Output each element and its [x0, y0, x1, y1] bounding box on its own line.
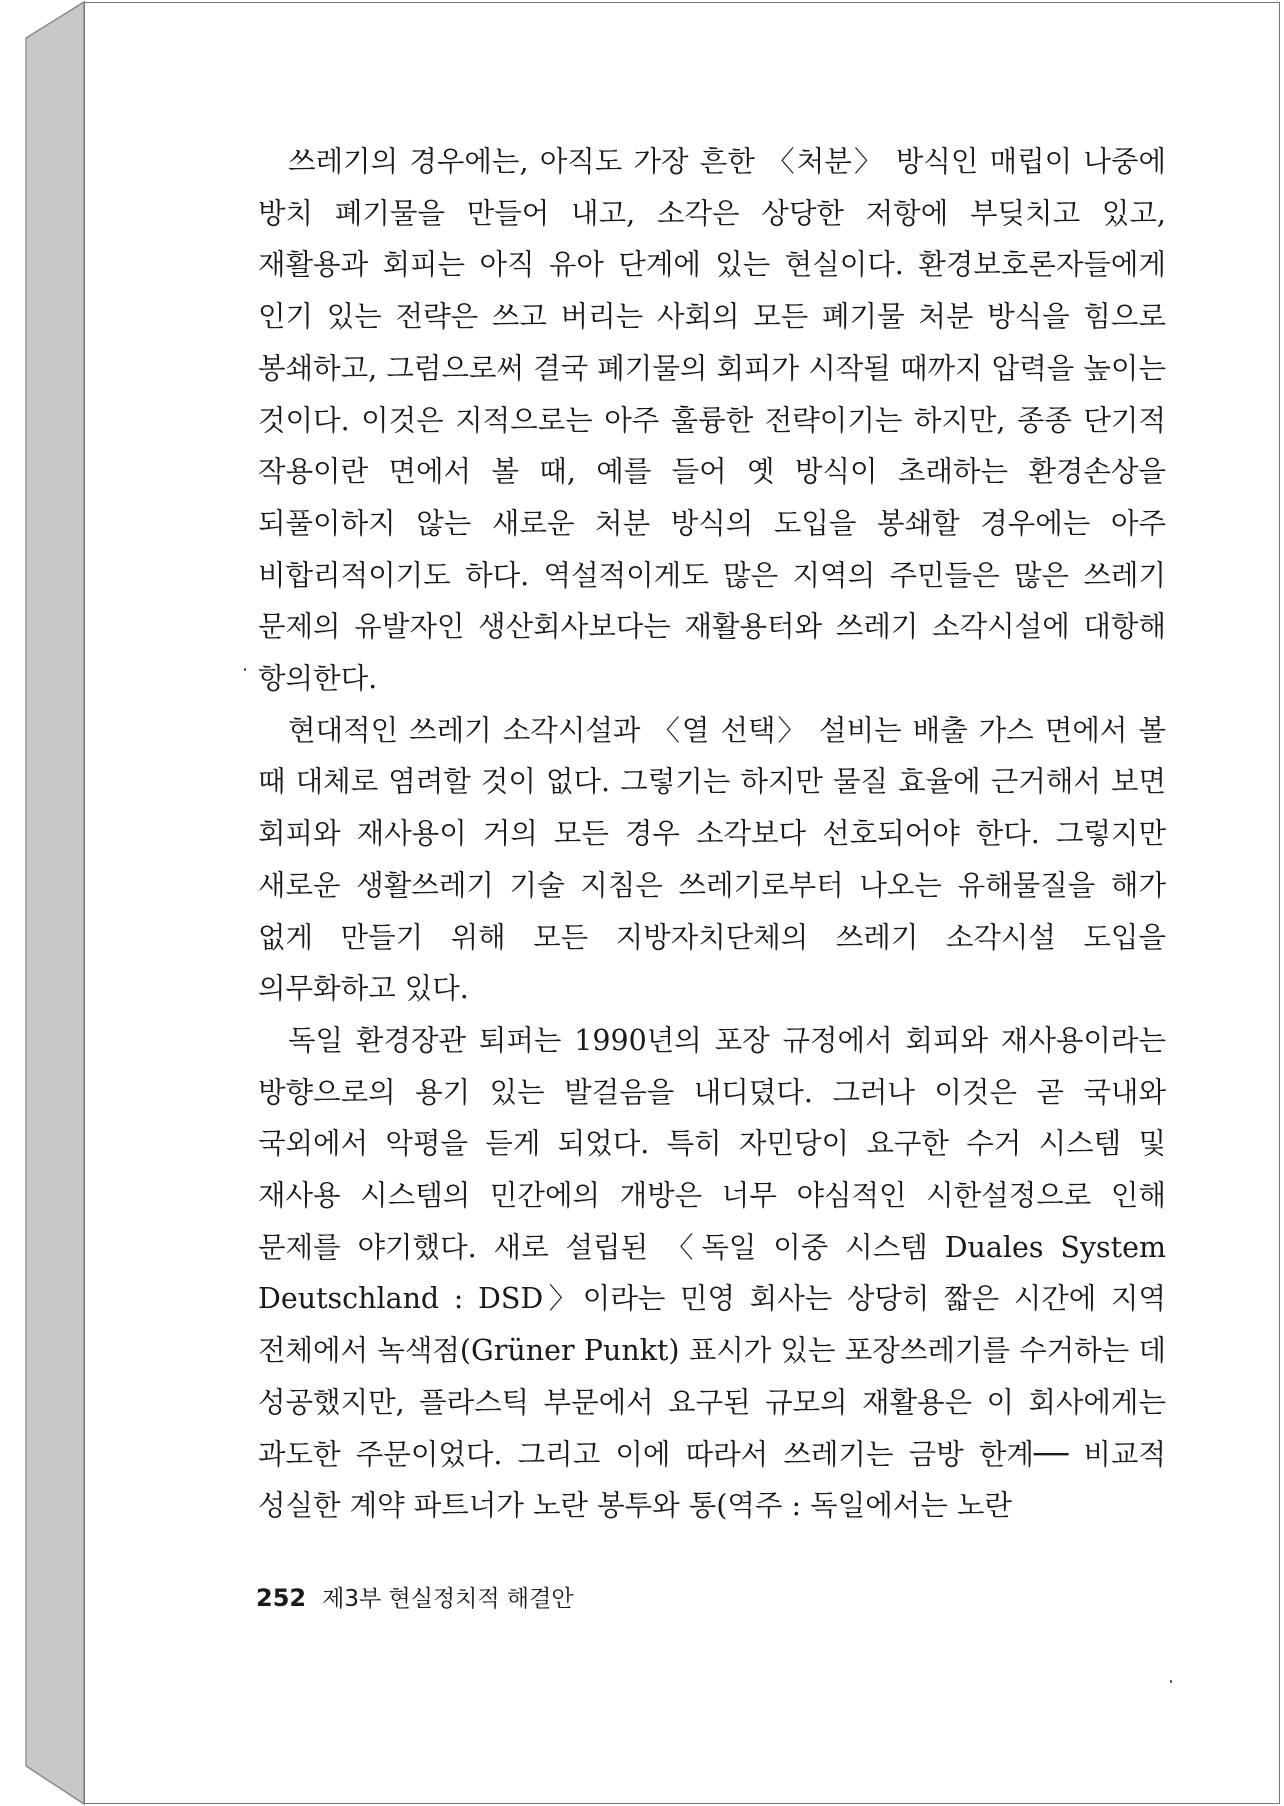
scan-speck: [244, 668, 246, 671]
body-text: [258, 136, 1166, 1532]
scan-speck: [1170, 1680, 1172, 1683]
paragraph-packaging-regulation: 독일 환경장관 퇴퍼는 1990년의 포장 규정에서 회피와 재사용이라는 방향으로의 용기 있는 발걸음을 내디뎠다. 그러나 이것은 곧 국내와 국외에서 악평을 듣게 되었다. 특히 자민당이 요구한 수거 시스템 및 재사용 시스템의 민간에의 개방은 너무 야심적인 시한설정으로 인해 문제를 야기했다. 새로 설립된 〈독일 이중 시스템 Duales System Deutschland : DSD〉이라는 민영 회사는 상당히 짧은 시간에 지역 전체에서 녹색점(Grüner Punkt) 표시가 있는 포장쓰레기를 수거하는 데 성공했지만, 플라스틱 부문에서 요구된 규모의 재활용은 이 회사에게는 과도한 주문이었다. 그리고 이에 따라서 쓰레기는 금방 한계── 비교적 성실한 계약 파트너가 노란 봉투와 통(역주 : 독일에서는 노란: [258, 1023, 1166, 1523]
page-number: 252: [256, 1584, 307, 1612]
paragraph-waste-disposal: 쓰레기의 경우에는, 아직도 가장 흔한 〈처분〉 방식인 매립이 나중에 방치 폐기물을 만들어 내고, 소각은 상당한 저항에 부딪치고 있고, 재활용과 회피는 아직 유아 단계에 있는 현실이다. 환경보호론자들에게 인기 있는 전략은 쓰고 버리는 사회의 모든 폐기물 처분 방식을 힘으로 봉쇄하고, 그럼으로써 결국 폐기물의 회피가 시작될 때까지 압력을 높이는 것이다. 이것은 지적으로는 아주 훌륭한 전략이기는 하지만, 종종 단기적 작용이란 면에서 볼 때, 예를 들어 옛 방식이 초래하는 환경손상을 되풀이하지 않는 새로운 처분 방식의 도입을 봉쇄할 경우에는 아주 비합리적이기도 하다. 역설적이게도 많은 지역의 주민들은 많은 쓰레기 문제의 유발자인 생산회사보다는 재활용터와 쓰레기 소각시설에 대항해 항의한다.: [258, 145, 1166, 696]
paragraph-incineration: 현대적인 쓰레기 소각시설과 〈열 선택〉 설비는 배출 가스 면에서 볼 때 대체로 염려할 것이 없다. 그렇기는 하지만 물질 효율에 근거해서 보면 회피와 재사용이 거의 모든 경우 소각보다 선호되어야 한다. 그렇지만 새로운 생활쓰레기 기술 지침은 쓰레기로부터 나오는 유해물질을 해가 없게 만들기 위해 모든 지방자치단체의 쓰레기 소각시설 도입을 의무화하고 있다.: [258, 713, 1166, 1006]
running-section-title: 제3부 현실정치적 해결안: [322, 1586, 574, 1612]
page-footer: [256, 1580, 574, 1613]
